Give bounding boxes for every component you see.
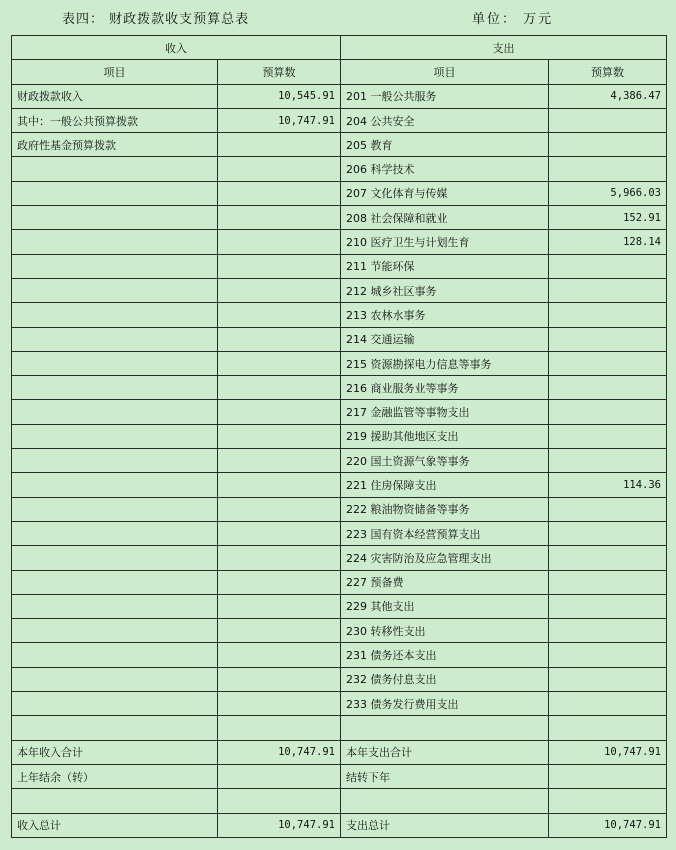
income-item-cell bbox=[12, 692, 218, 716]
table-row bbox=[12, 546, 667, 570]
income-amount-cell: 10,747.91 bbox=[218, 813, 341, 837]
column-header-row bbox=[12, 60, 667, 84]
table-row bbox=[12, 667, 667, 691]
expense-amount-cell bbox=[549, 570, 667, 594]
income-item-cell bbox=[12, 157, 218, 181]
expense-item-cell: 233 债务发行费用支出 bbox=[341, 692, 549, 716]
expense-item-cell: 结转下年 bbox=[341, 764, 549, 788]
income-item-cell bbox=[12, 546, 218, 570]
expense-item-cell: 208 社会保障和就业 bbox=[341, 206, 549, 230]
income-amount-cell bbox=[218, 546, 341, 570]
expense-item-cell: 232 债务付息支出 bbox=[341, 667, 549, 691]
table-row bbox=[12, 206, 667, 230]
income-item-cell bbox=[12, 230, 218, 254]
income-amount-cell bbox=[218, 424, 341, 448]
unit-label: 单位： 万元 bbox=[472, 12, 554, 27]
expense-amount-cell bbox=[549, 789, 667, 813]
income-item-cell: 其中：一般公共预算拨款 bbox=[12, 108, 218, 132]
income-amount-cell: 10,747.91 bbox=[218, 108, 341, 132]
income-amount-cell bbox=[218, 667, 341, 691]
expense-item-cell: 205 教育 bbox=[341, 133, 549, 157]
expense-amount-cell bbox=[549, 351, 667, 375]
expense-item-cell: 217 金融监管等事物支出 bbox=[341, 400, 549, 424]
table-row bbox=[12, 376, 667, 400]
expense-item-cell: 215 资源勘探电力信息等事务 bbox=[341, 351, 549, 375]
expense-amount-cell bbox=[549, 619, 667, 643]
budget-table-body bbox=[12, 36, 667, 838]
income-amount-cell bbox=[218, 449, 341, 473]
income-amount-cell bbox=[218, 303, 341, 327]
table-row bbox=[12, 813, 667, 837]
income-item-cell bbox=[12, 473, 218, 497]
expense-item-cell: 230 转移性支出 bbox=[341, 619, 549, 643]
table-row bbox=[12, 521, 667, 545]
document-header bbox=[0, 0, 676, 34]
expense-amount-cell: 152.91 bbox=[549, 206, 667, 230]
income-item-cell bbox=[12, 278, 218, 302]
table-row bbox=[12, 716, 667, 740]
income-item-cell bbox=[12, 206, 218, 230]
expense-amount-cell bbox=[549, 716, 667, 740]
income-amount-cell bbox=[218, 351, 341, 375]
table-row bbox=[12, 643, 667, 667]
income-item-cell: 收入总计 bbox=[12, 813, 218, 837]
income-item-cell bbox=[12, 303, 218, 327]
income-item-cell bbox=[12, 327, 218, 351]
expense-item-cell: 支出总计 bbox=[341, 813, 549, 837]
income-item-cell bbox=[12, 667, 218, 691]
table-row bbox=[12, 230, 667, 254]
expense-item-cell: 204 公共安全 bbox=[341, 108, 549, 132]
table-row bbox=[12, 108, 667, 132]
income-amount-cell bbox=[218, 643, 341, 667]
income-amount-cell bbox=[218, 594, 341, 618]
income-item-cell bbox=[12, 181, 218, 205]
table-row bbox=[12, 789, 667, 813]
expense-amount-cell bbox=[549, 157, 667, 181]
income-amount-cell bbox=[218, 764, 341, 788]
table-row bbox=[12, 424, 667, 448]
expense-item-cell: 207 文化体育与传媒 bbox=[341, 181, 549, 205]
income-item-cell bbox=[12, 521, 218, 545]
income-amount-header: 预算数 bbox=[218, 60, 341, 84]
income-item-cell: 本年收入合计 bbox=[12, 740, 218, 764]
expense-item-header: 项目 bbox=[341, 60, 549, 84]
expense-amount-cell bbox=[549, 692, 667, 716]
expense-item-cell: 224 灾害防治及应急管理支出 bbox=[341, 546, 549, 570]
expense-amount-cell: 5,966.03 bbox=[549, 181, 667, 205]
expense-item-cell: 213 农林水事务 bbox=[341, 303, 549, 327]
expense-item-cell: 210 医疗卫生与计划生育 bbox=[341, 230, 549, 254]
income-item-cell bbox=[12, 570, 218, 594]
expense-amount-cell bbox=[549, 376, 667, 400]
expense-item-cell: 229 其他支出 bbox=[341, 594, 549, 618]
expense-amount-cell bbox=[549, 400, 667, 424]
table-row bbox=[12, 497, 667, 521]
income-amount-cell bbox=[218, 230, 341, 254]
income-amount-cell bbox=[218, 497, 341, 521]
table-row bbox=[12, 278, 667, 302]
table-title: 表四： 财政拨款收支预算总表 bbox=[62, 12, 250, 27]
income-item-cell: 政府性基金预算拨款 bbox=[12, 133, 218, 157]
expense-item-cell: 221 住房保障支出 bbox=[341, 473, 549, 497]
table-row bbox=[12, 181, 667, 205]
income-item-cell bbox=[12, 424, 218, 448]
expense-item-cell bbox=[341, 789, 549, 813]
expense-amount-header: 预算数 bbox=[549, 60, 667, 84]
income-amount-cell bbox=[218, 692, 341, 716]
income-item-cell bbox=[12, 789, 218, 813]
expense-amount-cell bbox=[549, 521, 667, 545]
expense-amount-cell bbox=[549, 764, 667, 788]
income-item-cell bbox=[12, 351, 218, 375]
income-amount-cell bbox=[218, 206, 341, 230]
expense-amount-cell bbox=[549, 546, 667, 570]
table-row bbox=[12, 84, 667, 108]
expense-item-cell: 220 国土资源气象等事务 bbox=[341, 449, 549, 473]
table-row bbox=[12, 133, 667, 157]
income-item-cell: 财政拨款收入 bbox=[12, 84, 218, 108]
expense-amount-cell bbox=[549, 594, 667, 618]
expense-amount-cell: 128.14 bbox=[549, 230, 667, 254]
table-row bbox=[12, 594, 667, 618]
table-row bbox=[12, 303, 667, 327]
income-amount-cell: 10,747.91 bbox=[218, 740, 341, 764]
income-amount-cell bbox=[218, 716, 341, 740]
table-row bbox=[12, 400, 667, 424]
expense-amount-cell bbox=[549, 278, 667, 302]
income-item-cell bbox=[12, 376, 218, 400]
income-item-cell bbox=[12, 716, 218, 740]
expense-amount-cell: 10,747.91 bbox=[549, 740, 667, 764]
expense-amount-cell bbox=[549, 327, 667, 351]
income-amount-cell bbox=[218, 278, 341, 302]
expense-item-cell: 222 粮油物资储备等事务 bbox=[341, 497, 549, 521]
table-row bbox=[12, 254, 667, 278]
income-amount-cell bbox=[218, 327, 341, 351]
expense-item-cell: 214 交通运输 bbox=[341, 327, 549, 351]
income-amount-cell bbox=[218, 570, 341, 594]
table-row bbox=[12, 157, 667, 181]
income-amount-cell bbox=[218, 181, 341, 205]
income-item-cell bbox=[12, 497, 218, 521]
income-item-cell bbox=[12, 400, 218, 424]
income-section-header: 收入 bbox=[12, 36, 341, 60]
table-row bbox=[12, 740, 667, 764]
income-amount-cell bbox=[218, 789, 341, 813]
expense-amount-cell bbox=[549, 303, 667, 327]
expense-amount-cell bbox=[549, 254, 667, 278]
income-amount-cell bbox=[218, 473, 341, 497]
expense-amount-cell: 114.36 bbox=[549, 473, 667, 497]
income-item-cell bbox=[12, 643, 218, 667]
income-item-cell bbox=[12, 254, 218, 278]
expense-item-cell bbox=[341, 716, 549, 740]
table-row bbox=[12, 449, 667, 473]
table-row bbox=[12, 351, 667, 375]
income-item-header: 项目 bbox=[12, 60, 218, 84]
income-amount-cell bbox=[218, 254, 341, 278]
income-amount-cell bbox=[218, 400, 341, 424]
section-header-row bbox=[12, 36, 667, 60]
income-item-cell bbox=[12, 619, 218, 643]
expense-amount-cell: 4,386.47 bbox=[549, 84, 667, 108]
table-row bbox=[12, 619, 667, 643]
expense-item-cell: 216 商业服务业等事务 bbox=[341, 376, 549, 400]
income-item-cell: 上年结余（转） bbox=[12, 764, 218, 788]
income-amount-cell bbox=[218, 157, 341, 181]
table-row bbox=[12, 570, 667, 594]
expense-item-cell: 本年支出合计 bbox=[341, 740, 549, 764]
expense-item-cell: 227 预备费 bbox=[341, 570, 549, 594]
table-row bbox=[12, 692, 667, 716]
expense-amount-cell bbox=[549, 643, 667, 667]
expense-amount-cell: 10,747.91 bbox=[549, 813, 667, 837]
expense-amount-cell bbox=[549, 108, 667, 132]
income-amount-cell bbox=[218, 133, 341, 157]
income-item-cell bbox=[12, 594, 218, 618]
expense-section-header: 支出 bbox=[341, 36, 667, 60]
table-row bbox=[12, 764, 667, 788]
table-row bbox=[12, 473, 667, 497]
expense-amount-cell bbox=[549, 133, 667, 157]
income-item-cell bbox=[12, 449, 218, 473]
expense-item-cell: 219 援助其他地区支出 bbox=[341, 424, 549, 448]
expense-item-cell: 212 城乡社区事务 bbox=[341, 278, 549, 302]
income-amount-cell bbox=[218, 619, 341, 643]
expense-item-cell: 201 一般公共服务 bbox=[341, 84, 549, 108]
expense-item-cell: 223 国有资本经营预算支出 bbox=[341, 521, 549, 545]
budget-table bbox=[11, 35, 667, 838]
income-amount-cell: 10,545.91 bbox=[218, 84, 341, 108]
income-amount-cell bbox=[218, 376, 341, 400]
expense-item-cell: 211 节能环保 bbox=[341, 254, 549, 278]
income-amount-cell bbox=[218, 521, 341, 545]
expense-amount-cell bbox=[549, 667, 667, 691]
expense-item-cell: 231 债务还本支出 bbox=[341, 643, 549, 667]
table-row bbox=[12, 327, 667, 351]
expense-amount-cell bbox=[549, 497, 667, 521]
expense-amount-cell bbox=[549, 449, 667, 473]
expense-amount-cell bbox=[549, 424, 667, 448]
expense-item-cell: 206 科学技术 bbox=[341, 157, 549, 181]
